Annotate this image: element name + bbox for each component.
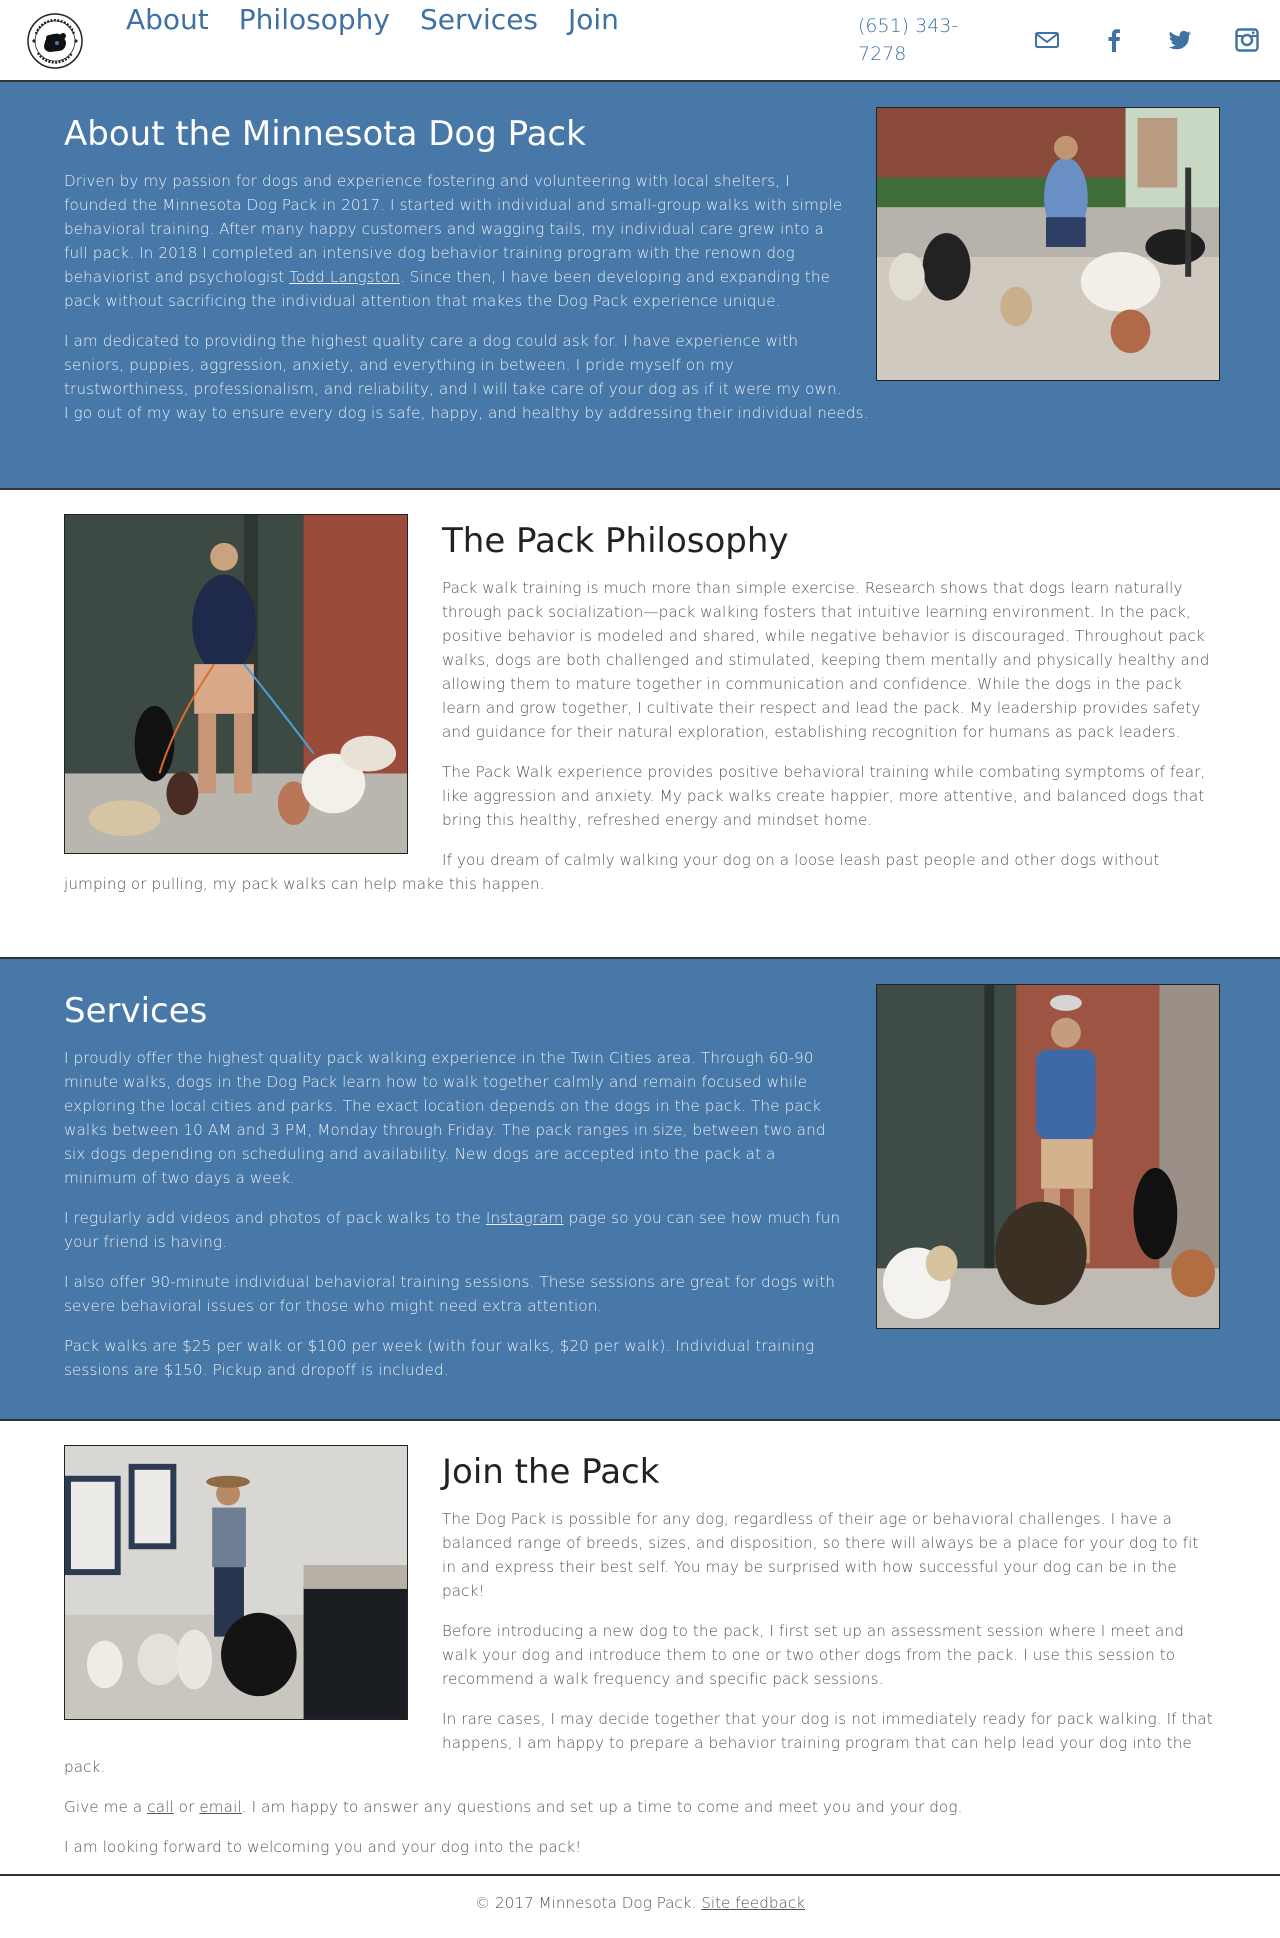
call-link[interactable]: call — [147, 1798, 174, 1816]
join-p4-text-before: Give me a — [64, 1798, 148, 1816]
facebook-icon — [1100, 26, 1128, 54]
services-section — [0, 959, 1280, 1421]
services-p2-text-after: page so you can see how much fun your friend is having. — [64, 1209, 841, 1251]
join-paragraph-4 — [64, 1795, 1216, 1819]
nav-about[interactable]: About — [126, 3, 209, 36]
about-paragraph-2: I am dedicated to providing the highest quality care a dog could ask for. I have experience with seniors, puppies, aggression, anxiety, and everything in between. I pride myself on my trustworthiness, professionalism, and reliability, and I will take care of your dog as if it were my own. I go out of my way to ensure every dog is safe, happy, and healthy by addressing their individual needs. — [64, 332, 869, 422]
join-p4-text-or: or — [173, 1798, 200, 1816]
twitter-link[interactable] — [1166, 26, 1194, 54]
philosophy-section — [0, 490, 1280, 959]
email-link[interactable]: email — [199, 1798, 242, 1816]
mail-link[interactable] — [1033, 26, 1061, 54]
logo[interactable] — [26, 12, 84, 70]
walker-with-dogs-photo — [877, 108, 1219, 380]
nav-philosophy[interactable]: Philosophy — [238, 3, 390, 36]
instagram-text-link[interactable]: Instagram — [485, 1209, 564, 1227]
walker-in-blue-shirt-photo — [877, 985, 1219, 1328]
walker-indoors-photo — [65, 1446, 407, 1719]
site-footer — [0, 1876, 1280, 1924]
about-title: About the Minnesota Dog Pack — [64, 114, 586, 154]
join-paragraph-1: The Dog Pack is possible for any dog, regardless of their age or behavioral challenges. I have a balanced range of breeds, sizes, and disposition, so there will always be a place for your dog to fit in and express their best self. You may be surprised with how successful your dog can be in the pack! — [442, 1510, 1199, 1600]
services-paragraph-4: Pack walks are $25 per walk or $100 per week (with four walks, $20 per walk). Individual training sessions are $150. Pickup and dropoff is included. — [64, 1337, 815, 1379]
walker-with-pack-photo — [65, 515, 407, 853]
philosophy-paragraph-1: Pack walk training is much more than simple exercise. Research shows that dogs learn naturally through pack socialization—pack walking fosters that intuitive learning environment. In the pack, positive behavior is modeled and shared, while negative behavior is discouraged. Throughout pack walks, dogs are both challenged and stimulated, keeping them mentally and physically healthy and allowing them to mature together in communication and confidence. While the dogs in the pack learn and grow together, I cultivate their respect and lead the pack. My leadership provides safety and guidance for their natural exploration, establishing recognition for humans as pack leaders. — [442, 579, 1210, 741]
copyright-text: © 2017 Minnesota Dog Pack. — [475, 1894, 702, 1912]
instagram-icon — [1233, 26, 1261, 54]
about-p1-text-before: Driven by my passion for dogs and experience fostering and volunteering with local shelters, I founded the Minnesota Dog Pack in 2017. I started with individual and small-group walks with simple behavioral training. After many happy customers and wagging tails, my individual care grew into a full pack. In 2018 I completed an intensive dog behavior training program with the renown dog behaviorist and psychologist — [64, 172, 843, 286]
join-section — [0, 1421, 1280, 1876]
about-photo — [876, 107, 1220, 381]
services-title: Services — [64, 991, 208, 1031]
mail-icon — [1033, 26, 1061, 54]
join-p4-text-after: . I am happy to answer any questions and set up a time to come and meet you and your dog. — [241, 1798, 963, 1816]
site-header — [0, 0, 1280, 82]
join-title: Join the Pack — [442, 1452, 660, 1492]
instagram-link[interactable] — [1233, 26, 1261, 54]
about-p1-text-after: . Since then, I have been developing and expanding the pack without sacrificing the individual attention that makes the Dog Pack experience unique. — [64, 268, 831, 310]
philosophy-paragraph-2: The Pack Walk experience provides positive behavioral training while combating symptoms of fear, like aggression and anxiety. My pack walks create happier, more attentive, and balanced dogs that bring this healthy, refreshed energy and mindset home. — [442, 763, 1206, 829]
twitter-icon — [1166, 26, 1194, 54]
join-paragraph-3: In rare cases, I may decide together that your dog is not immediately ready for pack walking. If that happens, I am happy to prepare a behavior training program that can help lead your dog into the pack. — [64, 1710, 1213, 1776]
todd-langston-link[interactable]: Todd Langston — [289, 268, 400, 286]
philosophy-photo — [64, 514, 408, 854]
facebook-link[interactable] — [1100, 26, 1128, 54]
services-paragraph-1: I proudly offer the highest quality pack walking experience in the Twin Cities area. Through 60-90 minute walks, dogs in the Dog Pack learn how to walk together calmly and remain focused while exploring the local cities and parks. The exact location depends on the dogs in the pack. The pack walks between 10 AM and 3 PM, Monday through Friday. The pack ranges in size, between two and six dogs depending on scheduling and availability. New dogs are accepted into the pack at a minimum of two days a week. — [64, 1049, 826, 1187]
nav-services[interactable]: Services — [419, 3, 539, 36]
main-nav — [126, 0, 619, 40]
phone-link[interactable]: (651) 343-7278 — [858, 15, 959, 65]
about-section — [0, 82, 1280, 490]
services-photo — [876, 984, 1220, 1329]
services-paragraph-3: I also offer 90-minute individual behavioral training sessions. These sessions are great for dogs with severe behavioral issues or for those who might need extra attention. — [64, 1273, 835, 1315]
join-photo — [64, 1445, 408, 1720]
nav-join[interactable]: Join — [568, 3, 619, 36]
services-p2-text-before: I regularly add videos and photos of pack walks to the — [64, 1209, 486, 1227]
join-paragraph-5: I am looking forward to welcoming you and your dog into the pack! — [64, 1838, 582, 1856]
philosophy-title: The Pack Philosophy — [442, 521, 789, 561]
minnesota-dog-pack-logo-icon — [26, 12, 84, 70]
site-feedback-link[interactable]: Site feedback — [701, 1894, 805, 1912]
join-paragraph-2: Before introducing a new dog to the pack, I first set up an assessment session where I meet and walk your dog and introduce them to one or two other dogs from the pack. I use this session to recommend a walk frequency and specific pack sessions. — [442, 1622, 1184, 1688]
philosophy-paragraph-3: If you dream of calmly walking your dog on a loose leash past people and other dogs without jumping or pulling, my pack walks can help make this happen. — [64, 851, 1160, 893]
